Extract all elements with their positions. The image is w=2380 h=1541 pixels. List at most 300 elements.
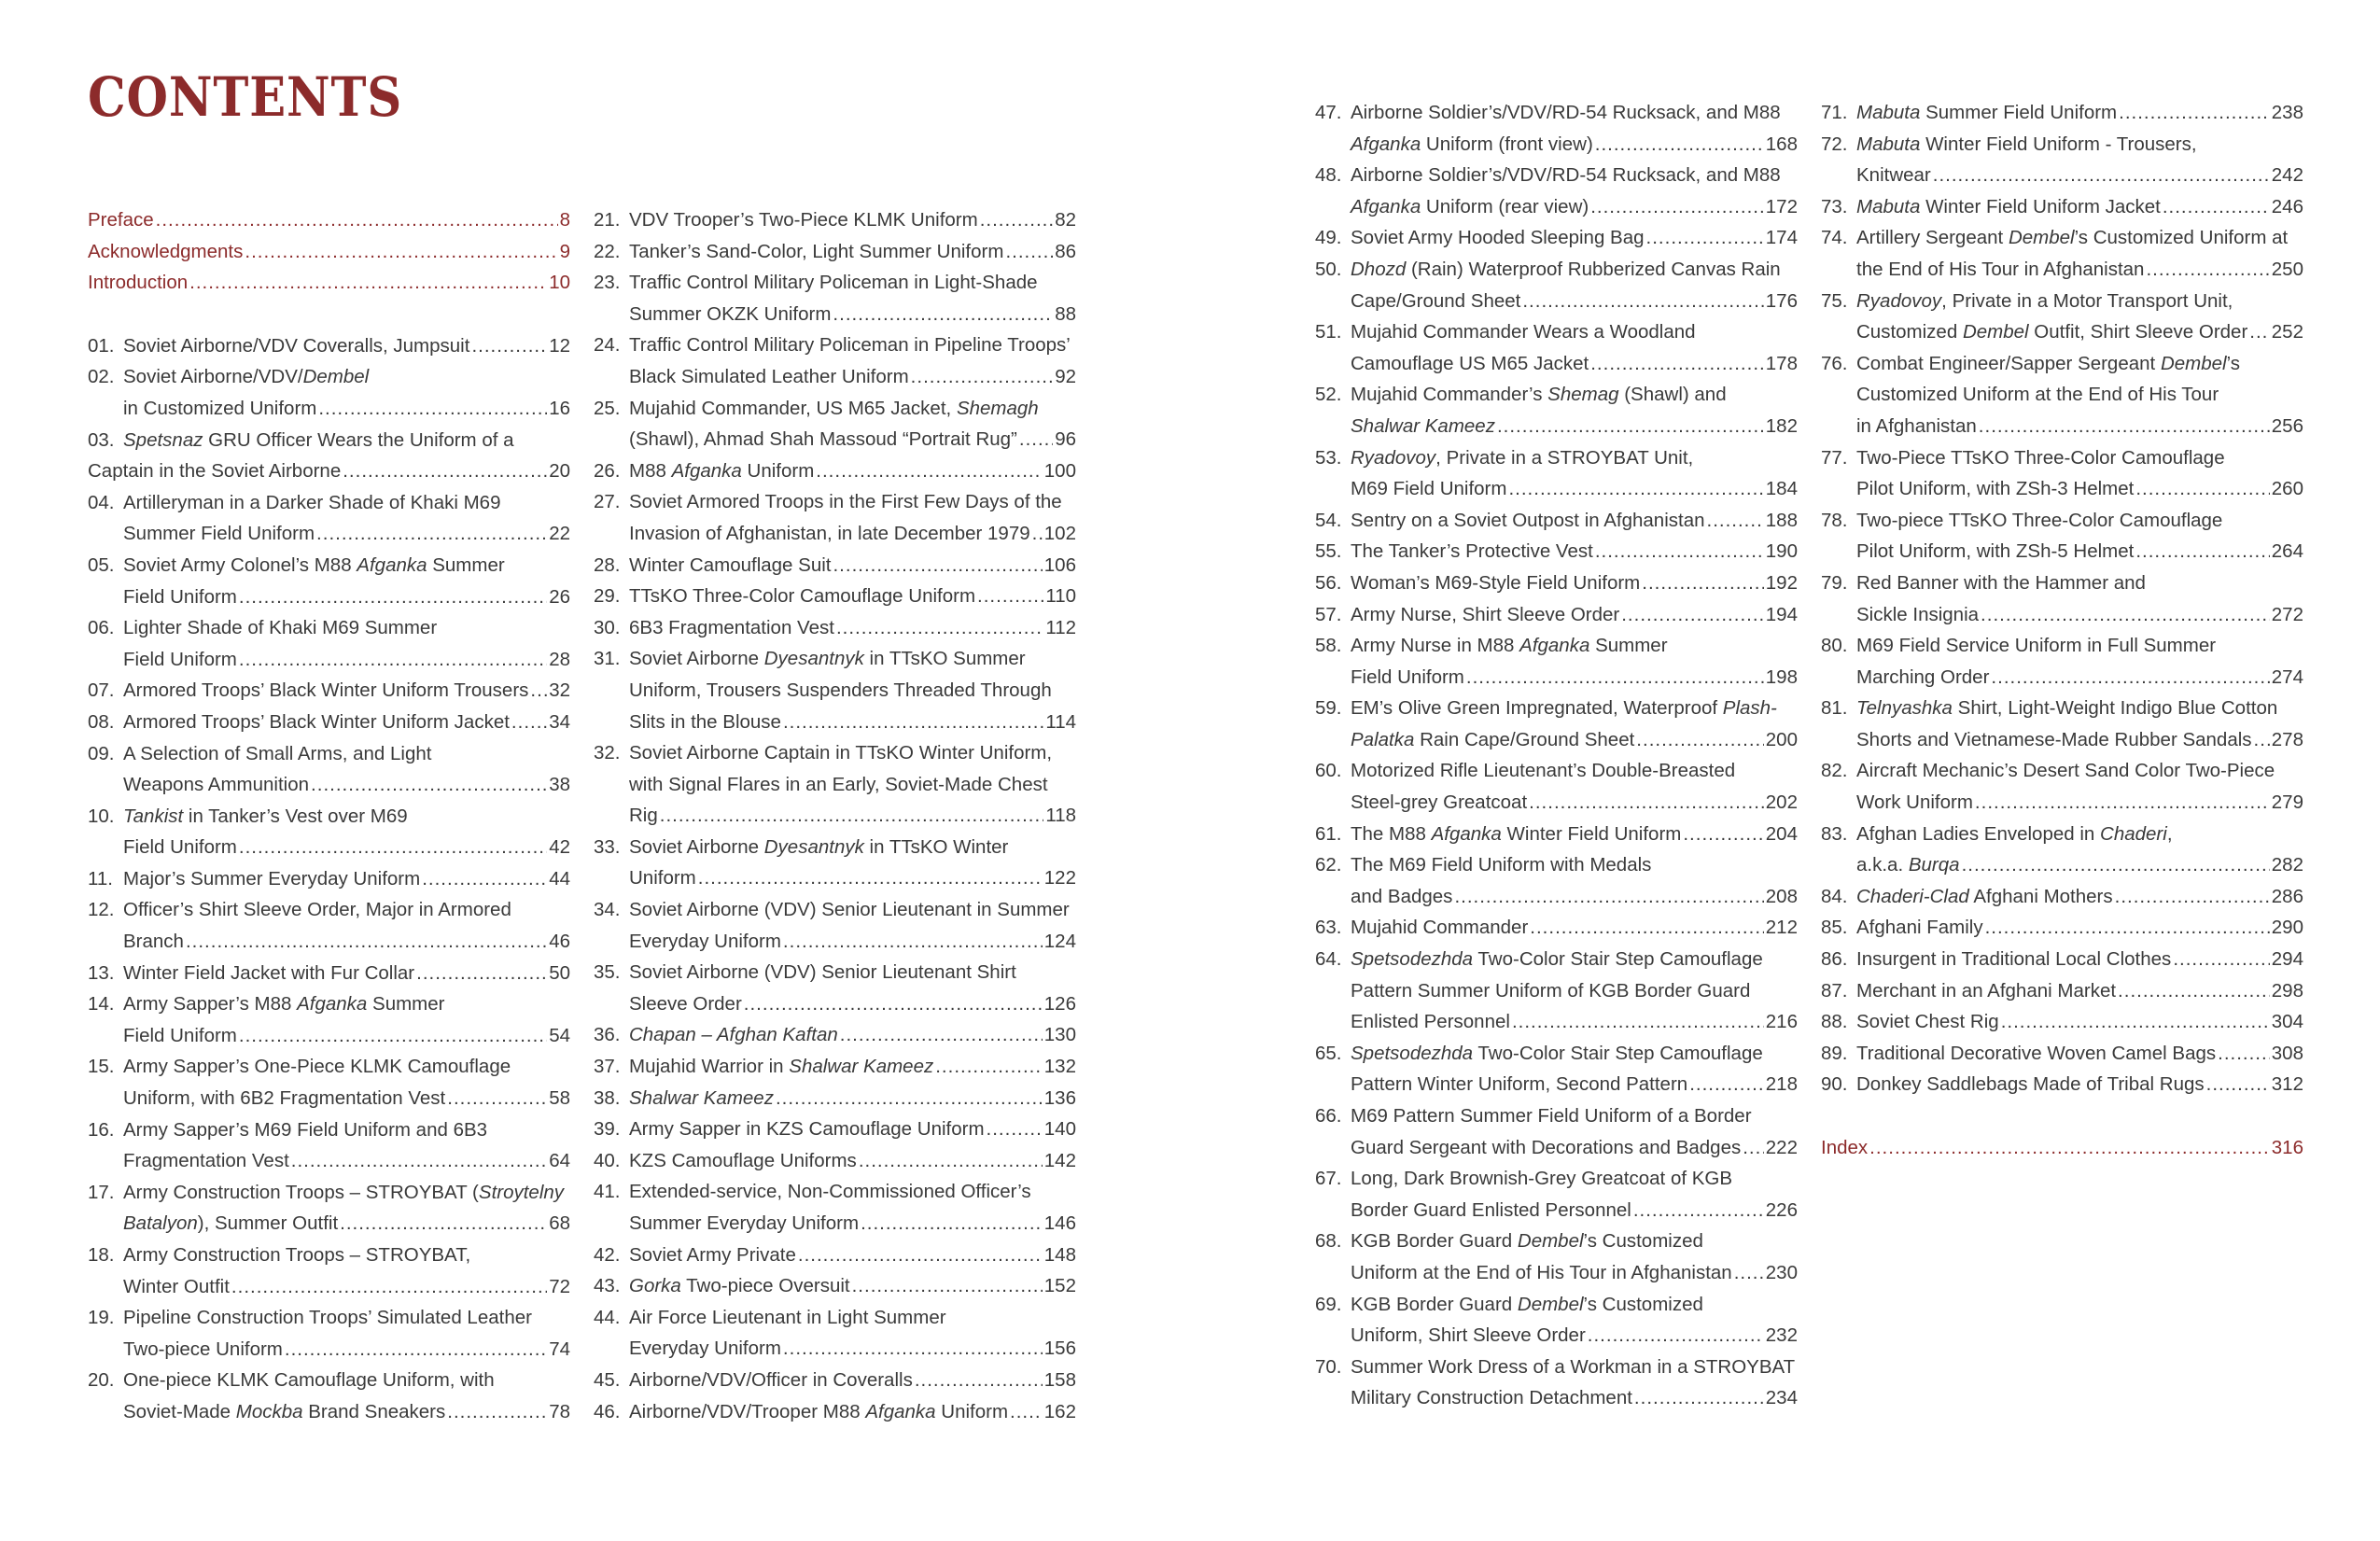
entry-title: Traditional Decorative Woven Camel Bags xyxy=(1856,1042,2217,1064)
entry-number: 77. xyxy=(1821,446,1848,469)
toc-line xyxy=(594,737,1076,769)
toc-entry[interactable] xyxy=(594,486,1076,549)
toc-entry[interactable] xyxy=(88,958,570,989)
page-number: 282 xyxy=(2271,854,2303,876)
toc-entry[interactable] xyxy=(1821,693,2303,755)
page-number: 54 xyxy=(549,1024,570,1046)
toc-entry[interactable] xyxy=(594,957,1076,1019)
dot-leader xyxy=(798,1240,1043,1271)
toc-entry[interactable] xyxy=(594,1176,1076,1239)
toc-entry[interactable] xyxy=(88,1114,570,1177)
entry-title: Airborne/VDV/Trooper M88 Afganka Uniform xyxy=(629,1400,1009,1422)
entry-number: 84. xyxy=(1821,885,1848,907)
toc-line xyxy=(88,801,570,833)
toc-entry[interactable] xyxy=(88,361,570,424)
toc-entry[interactable] xyxy=(594,1019,1076,1051)
dot-leader xyxy=(660,800,1044,832)
entry-title: Armored Troops’ Black Winter Uniform Jacket xyxy=(123,710,510,733)
toc-line xyxy=(88,863,570,895)
dot-leader xyxy=(935,1051,1043,1083)
entry-number: 72. xyxy=(1821,133,1848,155)
toc-line xyxy=(594,550,1076,581)
page-number: 222 xyxy=(1765,1136,1798,1158)
toc-entry[interactable] xyxy=(1821,97,2303,129)
toc-entry[interactable] xyxy=(1315,1289,1798,1352)
page-number: 78 xyxy=(549,1400,570,1422)
entry-number: 47. xyxy=(1315,102,1342,123)
toc-line xyxy=(1821,379,2303,411)
toc-entry[interactable] xyxy=(1315,599,1798,631)
entry-title: Donkey Saddlebags Made of Tribal Rugs xyxy=(1856,1073,2205,1096)
toc-line xyxy=(1315,662,1798,693)
toc-entry[interactable] xyxy=(594,1051,1076,1083)
toc-line xyxy=(1315,787,1798,819)
page-number: 308 xyxy=(2271,1042,2303,1064)
toc-line xyxy=(88,1271,570,1303)
entry-title: Soviet Chest Rig xyxy=(1856,1011,1999,1033)
page-number: 130 xyxy=(1043,1024,1076,1046)
dot-leader xyxy=(1707,505,1764,537)
dot-leader xyxy=(1981,599,2270,631)
entry-number: 16. xyxy=(88,1118,115,1141)
toc-line xyxy=(1315,1320,1798,1352)
dot-leader xyxy=(343,455,547,487)
entry-title: Long, Dark Brownish-Grey Greatcoat of KGB xyxy=(1351,1168,1733,1190)
entry-title: Lighter Shade of Khaki M69 Summer xyxy=(123,617,438,639)
toc-line xyxy=(88,926,570,958)
entry-title: Winter Outfit xyxy=(123,1275,230,1297)
toc-entry[interactable] xyxy=(1315,567,1798,599)
toc-line xyxy=(1315,724,1798,756)
toc-entry[interactable] xyxy=(1315,1226,1798,1288)
toc-entry[interactable] xyxy=(1315,222,1798,254)
toc-entry[interactable] xyxy=(1821,286,2303,348)
page-number: 34 xyxy=(549,710,570,733)
toc-entry[interactable] xyxy=(594,1083,1076,1114)
entry-number: 01. xyxy=(88,334,115,357)
toc-line xyxy=(1821,1006,2303,1038)
page-number: 174 xyxy=(1765,227,1798,249)
entry-title: Mujahid Commander’s Shemag (Shawl) and xyxy=(1351,384,1727,406)
toc-line xyxy=(1821,505,2303,537)
toc-entry[interactable] xyxy=(594,1114,1076,1145)
toc-entry[interactable] xyxy=(1315,1100,1798,1163)
entry-title: Soviet Airborne (VDV) Senior Lieutenant in Summer xyxy=(629,899,1070,921)
entry-title: a.k.a. Burqa xyxy=(1856,854,1960,876)
toc-line xyxy=(594,769,1076,801)
toc-entry[interactable] xyxy=(88,801,570,863)
toc-entry[interactable] xyxy=(1315,755,1798,818)
toc-entry[interactable] xyxy=(1821,912,2303,944)
toc-entry[interactable] xyxy=(594,1145,1076,1177)
entry-title: EM’s Olive Green Impregnated, Waterproof Plash- xyxy=(1351,697,1777,720)
toc-entry[interactable] xyxy=(1315,912,1798,944)
toc-line xyxy=(594,299,1076,330)
dot-leader xyxy=(1512,1006,1764,1038)
entry-number: 80. xyxy=(1821,635,1848,657)
front-matter-entry[interactable] xyxy=(88,267,570,299)
entry-title: Preface xyxy=(88,209,154,231)
toc-entry[interactable] xyxy=(1821,191,2303,223)
page-number: 132 xyxy=(1043,1056,1076,1078)
toc-line xyxy=(88,675,570,707)
dot-leader xyxy=(852,1270,1043,1302)
dot-leader xyxy=(2119,97,2270,129)
toc-line xyxy=(594,1365,1076,1396)
page-number: 312 xyxy=(2271,1073,2303,1096)
entry-title: Rig xyxy=(629,805,658,827)
entry-title: the End of His Tour in Afghanistan xyxy=(1856,258,2145,280)
entry-title: Ryadovoy, Private in a Motor Transport Unit, xyxy=(1856,289,2233,312)
dot-leader xyxy=(340,1208,547,1240)
toc-entry[interactable] xyxy=(1821,222,2303,285)
dot-leader xyxy=(1466,662,1764,693)
entry-title: Shalwar Kameez xyxy=(1351,414,1495,437)
toc-line xyxy=(1315,630,1798,662)
page-number: 218 xyxy=(1765,1073,1798,1096)
page-number: 112 xyxy=(1045,616,1076,638)
entry-number: 19. xyxy=(88,1307,115,1329)
page-number: 162 xyxy=(1043,1400,1076,1422)
entry-number: 31. xyxy=(594,648,621,670)
dot-leader xyxy=(1621,599,1764,631)
entry-title: Army Construction Troops – STROYBAT, xyxy=(123,1244,471,1266)
toc-entry[interactable] xyxy=(594,204,1076,236)
toc-line xyxy=(1821,975,2303,1007)
entry-title: Army Construction Troops – STROYBAT (Stroytelny xyxy=(123,1181,565,1203)
dot-leader xyxy=(1595,536,1764,567)
entry-number: 17. xyxy=(88,1181,115,1203)
entry-title: Afghani Family xyxy=(1856,917,1983,939)
toc-line xyxy=(88,958,570,989)
entry-title: Winter Field Jacket with Fur Collar xyxy=(123,961,415,984)
page-number: 136 xyxy=(1043,1086,1076,1109)
entry-title: Airborne Soldier’s/VDV/RD-54 Rucksack, and M88 xyxy=(1351,164,1781,187)
page-number: 114 xyxy=(1045,710,1076,733)
entry-number: 55. xyxy=(1315,540,1342,563)
page-number: 50 xyxy=(549,961,570,984)
page-number: 124 xyxy=(1043,930,1076,952)
toc-line xyxy=(1315,1352,1798,1383)
page-number: 126 xyxy=(1043,992,1076,1015)
toc-entry[interactable] xyxy=(1821,755,2303,818)
entry-number: 26. xyxy=(594,459,621,482)
toc-line xyxy=(594,707,1076,738)
page-number: 110 xyxy=(1045,585,1076,608)
page-number: 26 xyxy=(549,585,570,608)
entry-title: Aircraft Mechanic’s Desert Sand Color Two-Piece xyxy=(1856,760,2275,782)
entry-title: Customized Dembel Outfit, Shirt Sleeve Order xyxy=(1856,321,2248,343)
page-number: 272 xyxy=(2271,603,2303,625)
toc-line xyxy=(594,832,1076,863)
toc-entry[interactable] xyxy=(1315,630,1798,693)
entry-title: Soviet Army Private xyxy=(629,1243,796,1266)
entry-title: Mujahid Commander Wears a Woodland xyxy=(1351,321,1696,343)
toc-entry[interactable] xyxy=(1315,536,1798,567)
toc-entry[interactable] xyxy=(1821,1038,2303,1070)
toc-entry[interactable] xyxy=(594,329,1076,392)
entry-title: Soviet Airborne (VDV) Senior Lieutenant Shirt xyxy=(629,961,1016,984)
entry-title: Field Uniform xyxy=(123,585,237,608)
entry-number: 71. xyxy=(1821,102,1848,123)
toc-entry[interactable] xyxy=(1821,348,2303,442)
toc-line xyxy=(1821,286,2303,317)
toc-line xyxy=(1315,191,1798,223)
entry-number: 54. xyxy=(1315,509,1342,531)
entry-number: 03. xyxy=(88,428,115,451)
page-number: 242 xyxy=(2271,164,2303,187)
entry-title: Work Uniform xyxy=(1856,792,1973,814)
toc-column-4 xyxy=(1821,97,2303,1164)
toc-line xyxy=(1315,1195,1798,1226)
dot-leader xyxy=(156,204,558,236)
entry-title: Airborne/VDV/Officer in Coveralls xyxy=(629,1368,913,1391)
page-number: 9 xyxy=(559,240,570,262)
entry-title: Chapan – Afghan Kaftan xyxy=(629,1024,838,1046)
entry-title: Sickle Insignia xyxy=(1856,603,1980,625)
entry-number: 85. xyxy=(1821,917,1848,939)
toc-line xyxy=(1821,1069,2303,1100)
toc-entry[interactable] xyxy=(1315,442,1798,505)
toc-entry[interactable] xyxy=(1315,379,1798,441)
entry-title: KGB Border Guard Dembel’s Customized xyxy=(1351,1230,1703,1253)
toc-entry[interactable] xyxy=(1315,1352,1798,1414)
toc-entry[interactable] xyxy=(1315,316,1798,379)
dot-leader xyxy=(833,550,1042,581)
entry-number: 33. xyxy=(594,835,621,858)
entry-title: One-piece KLMK Camouflage Uniform, with xyxy=(123,1369,495,1392)
toc-entry[interactable] xyxy=(594,612,1076,644)
toc-line xyxy=(1315,1289,1798,1321)
entry-title: with Signal Flares in an Early, Soviet-Made Chest xyxy=(629,773,1048,795)
toc-entry[interactable] xyxy=(1821,975,2303,1007)
toc-line xyxy=(1315,1163,1798,1195)
toc-column-3 xyxy=(1315,97,1798,1414)
toc-entry[interactable] xyxy=(594,393,1076,455)
toc-entry[interactable] xyxy=(88,1177,570,1240)
toc-line xyxy=(1821,599,2303,631)
toc-line xyxy=(1315,1038,1798,1070)
toc-entry[interactable] xyxy=(1315,1038,1798,1100)
spacer xyxy=(1821,1100,2303,1132)
toc-entry[interactable] xyxy=(594,737,1076,832)
dot-leader xyxy=(816,455,1043,487)
entry-title: Palatka Rain Cape/Ground Sheet xyxy=(1351,728,1635,750)
toc-entry[interactable] xyxy=(1821,1069,2303,1100)
toc-entry[interactable] xyxy=(88,612,570,675)
entry-title: Chaderi-Clad Afghani Mothers xyxy=(1856,885,2113,907)
entry-number: 11. xyxy=(88,867,113,890)
toc-entry[interactable] xyxy=(88,863,570,895)
toc-entry[interactable] xyxy=(88,487,570,550)
entry-title: Mabuta Summer Field Uniform xyxy=(1856,102,2118,123)
toc-line xyxy=(1315,379,1798,411)
entry-number: 27. xyxy=(594,491,621,513)
toc-line xyxy=(88,644,570,676)
toc-entry[interactable] xyxy=(88,675,570,707)
entry-title: Dhozd (Rain) Waterproof Rubberized Canvas Rain xyxy=(1351,258,1781,280)
page-number: 148 xyxy=(1043,1243,1076,1266)
toc-line xyxy=(594,455,1076,487)
toc-entry[interactable] xyxy=(1315,160,1798,222)
toc-entry[interactable] xyxy=(1315,97,1798,160)
entry-number: 58. xyxy=(1315,635,1342,657)
toc-entry[interactable] xyxy=(1821,819,2303,881)
toc-entry[interactable] xyxy=(594,643,1076,737)
toc-entry[interactable] xyxy=(88,1051,570,1114)
entry-title: Army Nurse, Shirt Sleeve Order xyxy=(1351,603,1620,625)
dot-leader xyxy=(239,832,547,863)
toc-entry[interactable] xyxy=(88,425,570,487)
toc-line xyxy=(1821,411,2303,442)
entry-title: Soviet Airborne/VDV/Dembel xyxy=(123,366,370,388)
toc-entry[interactable] xyxy=(1821,505,2303,567)
entry-title: Field Uniform xyxy=(123,648,237,670)
toc-entry[interactable] xyxy=(88,988,570,1051)
toc-line xyxy=(88,1145,570,1177)
toc-entry[interactable] xyxy=(1315,849,1798,912)
toc-entry[interactable] xyxy=(594,455,1076,487)
page-number: 42 xyxy=(549,836,570,859)
entry-title: Pilot Uniform, with ZSh-3 Helmet xyxy=(1856,478,2135,500)
front-matter-entry[interactable] xyxy=(88,236,570,268)
toc-entry[interactable] xyxy=(1821,442,2303,505)
toc-entry[interactable] xyxy=(1315,505,1798,537)
toc-line xyxy=(88,1083,570,1114)
toc-entry[interactable] xyxy=(594,1365,1076,1396)
entry-number: 56. xyxy=(1315,571,1342,594)
toc-entry[interactable] xyxy=(88,1302,570,1365)
page-number: 188 xyxy=(1765,509,1798,531)
page-number: 140 xyxy=(1043,1118,1076,1141)
entry-title: Shorts and Vietnamese-Made Rubber Sandals xyxy=(1856,728,2252,750)
toc-line xyxy=(1315,348,1798,380)
toc-entry[interactable] xyxy=(1821,1006,2303,1038)
toc-line xyxy=(1315,442,1798,474)
toc-entry[interactable] xyxy=(1821,881,2303,913)
page-number: 118 xyxy=(1045,805,1076,827)
dot-leader xyxy=(1991,662,2269,693)
toc-entry[interactable] xyxy=(1315,254,1798,316)
toc-entry[interactable] xyxy=(1315,693,1798,755)
entry-number: 24. xyxy=(594,334,621,357)
toc-line xyxy=(1315,286,1798,317)
toc-entry[interactable] xyxy=(594,267,1076,329)
entry-number: 61. xyxy=(1315,822,1342,845)
toc-entry[interactable] xyxy=(594,832,1076,894)
toc-line xyxy=(1821,630,2303,662)
entry-title: Weapons Ammunition xyxy=(123,774,310,796)
toc-line xyxy=(88,361,570,393)
page-number: 202 xyxy=(1765,792,1798,814)
toc-line xyxy=(1315,567,1798,599)
dot-leader xyxy=(1005,236,1053,268)
page-number: 38 xyxy=(549,774,570,796)
toc-entry[interactable] xyxy=(594,1302,1076,1365)
entry-title: Artilleryman in a Darker Shade of Khaki M69 xyxy=(123,491,501,513)
entry-title: Mujahid Commander, US M65 Jacket, Shemagh xyxy=(629,397,1039,419)
toc-entry[interactable] xyxy=(88,894,570,957)
toc-entry[interactable] xyxy=(1821,944,2303,975)
entry-title: Cape/Ground Sheet xyxy=(1351,289,1521,312)
index-entry[interactable] xyxy=(1821,1132,2303,1164)
toc-entry[interactable] xyxy=(594,1396,1076,1428)
entry-title: Mabuta Winter Field Uniform - Trousers, xyxy=(1856,133,2197,155)
toc-entry[interactable] xyxy=(594,550,1076,581)
toc-entry[interactable] xyxy=(1821,567,2303,630)
page-number: 12 xyxy=(549,334,570,357)
entry-number: 39. xyxy=(594,1118,621,1141)
toc-line xyxy=(1315,97,1798,129)
toc-entry[interactable] xyxy=(88,738,570,801)
toc-entry[interactable] xyxy=(594,581,1076,612)
toc-line xyxy=(1315,505,1798,537)
toc-line xyxy=(1315,1069,1798,1100)
page-number: 92 xyxy=(1055,365,1076,387)
page-number: 212 xyxy=(1765,917,1798,939)
toc-line xyxy=(1821,787,2303,819)
page-number: 152 xyxy=(1043,1275,1076,1297)
toc-entry[interactable] xyxy=(88,707,570,738)
entry-title: Two-Piece TTsKO Three-Color Camouflage xyxy=(1856,446,2225,469)
page-number: 82 xyxy=(1055,209,1076,231)
toc-entry[interactable] xyxy=(1315,944,1798,1038)
toc-line xyxy=(594,1051,1076,1083)
toc-line xyxy=(594,1302,1076,1334)
toc-entry[interactable] xyxy=(88,1240,570,1302)
toc-entry[interactable] xyxy=(1821,630,2303,693)
toc-entry[interactable] xyxy=(88,1365,570,1427)
entry-number: 62. xyxy=(1315,854,1342,876)
toc-entry[interactable] xyxy=(1315,819,1798,850)
entry-title: Merchant in an Afghani Market xyxy=(1856,979,2117,1002)
toc-line xyxy=(594,424,1076,455)
toc-line xyxy=(594,486,1076,518)
toc-line xyxy=(594,1145,1076,1177)
toc-line xyxy=(1821,254,2303,286)
dot-leader xyxy=(1683,819,1763,850)
toc-entry[interactable] xyxy=(594,236,1076,268)
dot-leader xyxy=(1743,1132,1764,1164)
dot-leader xyxy=(1595,129,1764,161)
page-number: 286 xyxy=(2271,885,2303,907)
page-number: 190 xyxy=(1765,540,1798,563)
toc-entry[interactable] xyxy=(1821,129,2303,191)
toc-line xyxy=(594,862,1076,894)
entry-number: 30. xyxy=(594,616,621,638)
entry-title: Pattern Summer Uniform of KGB Border Guard xyxy=(1351,979,1751,1002)
page-number: 290 xyxy=(2271,917,2303,939)
entry-title: Army Sapper’s M69 Field Uniform and 6B3 xyxy=(123,1118,488,1141)
dot-leader xyxy=(1642,567,1764,599)
toc-entry[interactable] xyxy=(1315,1163,1798,1226)
toc-entry[interactable] xyxy=(594,1270,1076,1302)
toc-entry[interactable] xyxy=(594,1240,1076,1271)
toc-entry[interactable] xyxy=(594,894,1076,957)
entry-title: Field Uniform xyxy=(1351,665,1464,688)
page-number: 88 xyxy=(1055,302,1076,325)
toc-entry[interactable] xyxy=(88,330,570,362)
page-number: 22 xyxy=(549,523,570,545)
dot-leader xyxy=(189,267,547,299)
toc-entry[interactable] xyxy=(88,550,570,612)
front-matter-entry[interactable] xyxy=(88,204,570,236)
entry-number: 05. xyxy=(88,553,115,576)
dot-leader xyxy=(311,769,547,801)
toc-line xyxy=(1315,1382,1798,1414)
entry-title: KZS Camouflage Uniforms xyxy=(629,1149,857,1171)
entry-number: 57. xyxy=(1315,603,1342,625)
